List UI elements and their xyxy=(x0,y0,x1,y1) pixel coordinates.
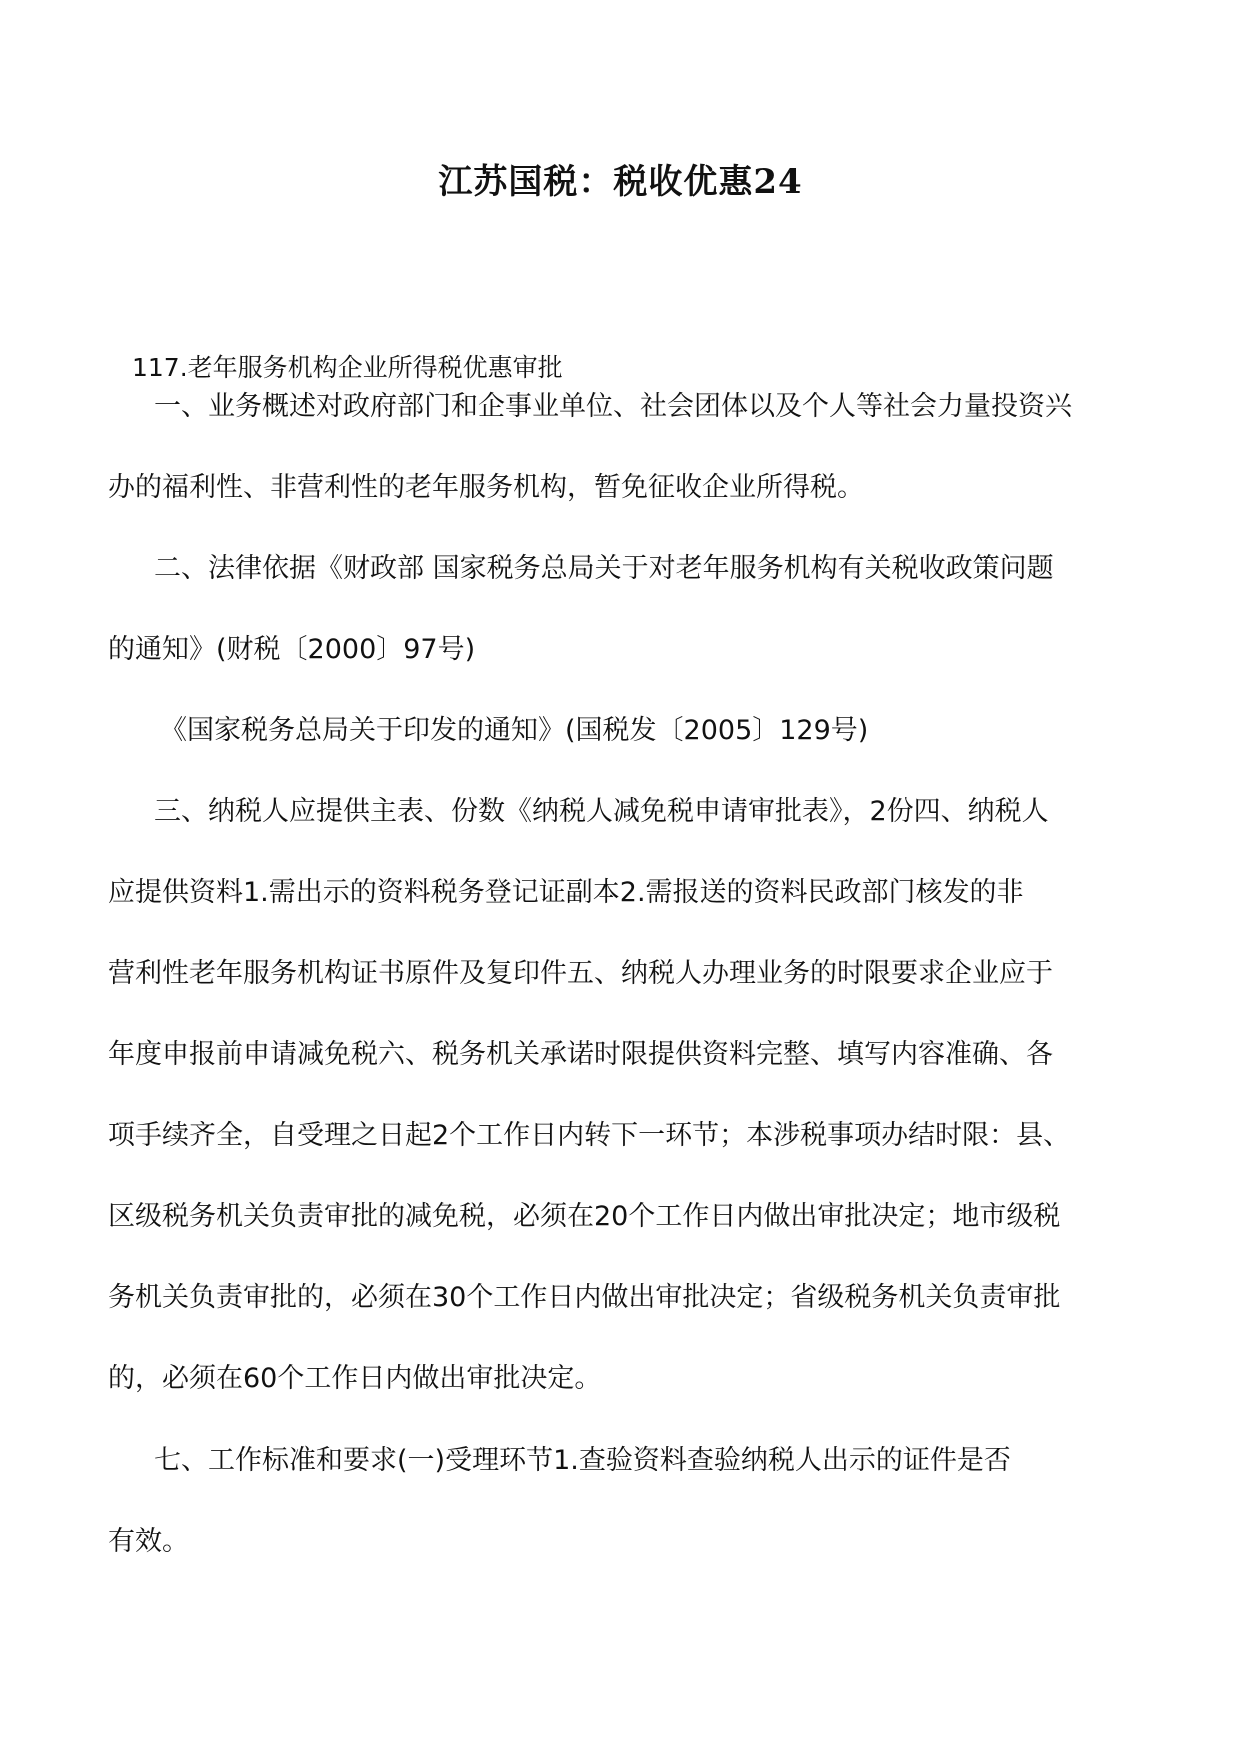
paragraph-line: 有效。 xyxy=(108,1526,189,1557)
paragraph-line: 年度申报前申请减免税六、税务机关承诺时限提供资料完整、填写内容准确、各 xyxy=(108,1039,1053,1070)
paragraph-line: 二、法律依据《财政部 国家税务总局关于对老年服务机构有关税收政策问题 xyxy=(154,553,1054,584)
paragraph-line: 务机关负责审批的，必须在30个工作日内做出审批决定；省级税务机关负责审批 xyxy=(108,1282,1061,1313)
paragraph-legal-basis xyxy=(108,528,1138,690)
paragraph-legal-reference xyxy=(108,690,1138,771)
paragraph-line: 项手续齐全，自受理之日起2个工作日内转下一环节；本涉税事项办结时限：县、 xyxy=(108,1120,1071,1151)
section-heading: 117.老年服务机构企业所得税优惠审批 xyxy=(132,353,563,382)
paragraph-line: 的，必须在60个工作日内做出审批决定。 xyxy=(108,1363,602,1394)
paragraph-line: 《国家税务总局关于印发的通知》(国税发〔2005〕129号) xyxy=(160,715,869,746)
paragraph-line: 应提供资料1.需出示的资料税务登记证副本2.需报送的资料民政部门核发的非 xyxy=(108,877,1024,908)
paragraph-work-standards xyxy=(108,1420,1138,1582)
paragraph-line: 营利性老年服务机构证书原件及复印件五、纳税人办理业务的时限要求企业应于 xyxy=(108,958,1053,989)
paragraph-line: 办的福利性、非营利性的老年服务机构，暂免征收企业所得税。 xyxy=(108,472,864,503)
paragraph-overview xyxy=(108,366,1138,528)
document-title: 江苏国税：税收优惠24 xyxy=(438,162,803,202)
paragraph-line: 三、纳税人应提供主表、份数《纳税人减免税申请审批表》，2份四、纳税人 xyxy=(154,796,1049,827)
paragraph-requirements xyxy=(108,771,1138,1419)
paragraph-line: 区级税务机关负责审批的减免税，必须在20个工作日内做出审批决定；地市级税 xyxy=(108,1201,1061,1232)
paragraph-line: 一、业务概述对政府部门和企事业单位、社会团体以及个人等社会力量投资兴 xyxy=(154,391,1072,422)
paragraph-line: 的通知》(财税〔2000〕97号) xyxy=(108,634,476,665)
paragraph-line: 七、工作标准和要求(一)受理环节1.查验资料查验纳税人出示的证件是否 xyxy=(154,1445,1011,1476)
